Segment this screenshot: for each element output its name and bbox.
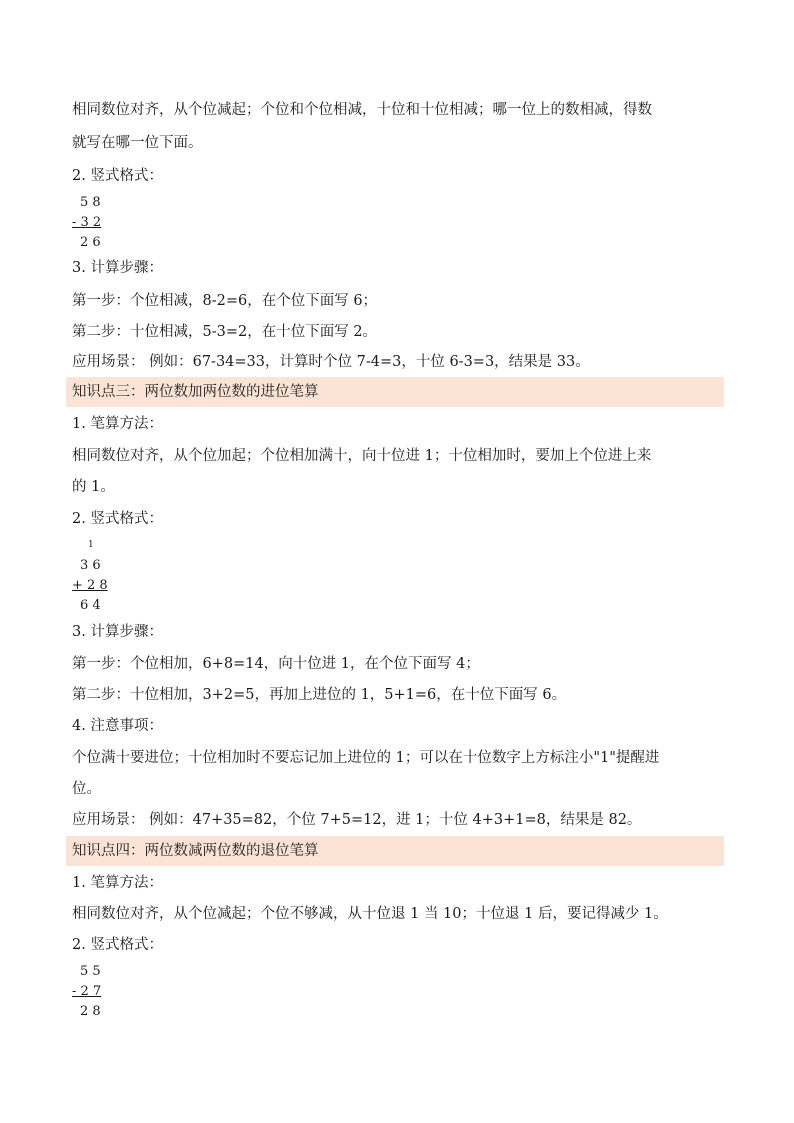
k3-notes-cont: 位。 <box>72 781 101 797</box>
k4-paragraph-method: 相同数位对齐，从个位减起；个位不够减，从十位退 1 当 10；十位退 1 后，要记得减少 1。 <box>72 906 668 922</box>
carry-mark: 1 <box>88 540 94 550</box>
step-2: 第二步：十位相减，5-3=2，在十位下面写 2。 <box>72 324 378 340</box>
section-title-k4: 知识点四：两位数减两位数的退位笔算 <box>72 843 319 859</box>
k4-heading-method: 1. 笔算方法： <box>72 875 163 891</box>
vertical-sub-mid: - 3 2 <box>72 215 102 230</box>
application-example: 应用场景： 例如：67-34=33，计算时个位 7-4=3，十位 6-3=3，结果是 33。 <box>72 354 590 370</box>
paragraph-method-cont: 就写在哪一位下面。 <box>72 135 203 151</box>
vertical-borrow-mid: - 2 7 <box>72 984 102 999</box>
step-1: 第一步：个位相减，8-2=6，在个位下面写 6； <box>72 293 378 309</box>
k3-step-2: 第二步：十位相加，3+2=5，再加上进位的 1，5+1=6，在十位下面写 6。 <box>72 687 567 703</box>
paragraph-method: 相同数位对齐，从个位减起；个位和个位相减，十位和十位相减；哪一位上的数相减，得数 <box>72 102 652 118</box>
k3-heading-method: 1. 笔算方法： <box>72 416 163 432</box>
k3-paragraph-method-cont: 的 1。 <box>72 479 115 495</box>
heading-steps: 3. 计算步骤： <box>72 260 163 276</box>
vertical-add-result: 6 4 <box>80 598 101 613</box>
k3-application-example: 应用场景： 例如：47+35=82，个位 7+5=12，进 1；十位 4+3+1=8，结果是 82。 <box>72 812 642 828</box>
section-header-k3 <box>66 377 724 407</box>
k3-heading-vertical: 2. 竖式格式： <box>72 511 163 527</box>
vertical-borrow-top: 5 5 <box>80 964 101 979</box>
k3-paragraph-method: 相同数位对齐，从个位加起；个位相加满十，向十位进 1；十位相加时，要加上个位进上来 <box>72 448 652 464</box>
vertical-sub-result: 2 6 <box>80 235 101 250</box>
vertical-add-mid: + 2 8 <box>72 578 108 593</box>
k3-heading-notes: 4. 注意事项： <box>72 718 163 734</box>
vertical-borrow-result: 2 8 <box>80 1004 101 1019</box>
k3-step-1: 第一步：个位相加，6+8=14，向十位进 1，在个位下面写 4； <box>72 656 480 672</box>
k3-notes: 个位满十要进位；十位相加时不要忘记加上进位的 1；可以在十位数字上方标注小"1"提醒进 <box>72 750 660 766</box>
k3-heading-steps: 3. 计算步骤： <box>72 624 163 640</box>
k4-heading-vertical: 2. 竖式格式： <box>72 937 163 953</box>
vertical-sub-top: 5 8 <box>80 195 101 210</box>
section-title-k3: 知识点三：两位数加两位数的进位笔算 <box>72 384 319 400</box>
heading-vertical-format: 2. 竖式格式： <box>72 168 163 184</box>
section-header-k4 <box>66 836 724 866</box>
vertical-add-top: 3 6 <box>80 558 101 573</box>
